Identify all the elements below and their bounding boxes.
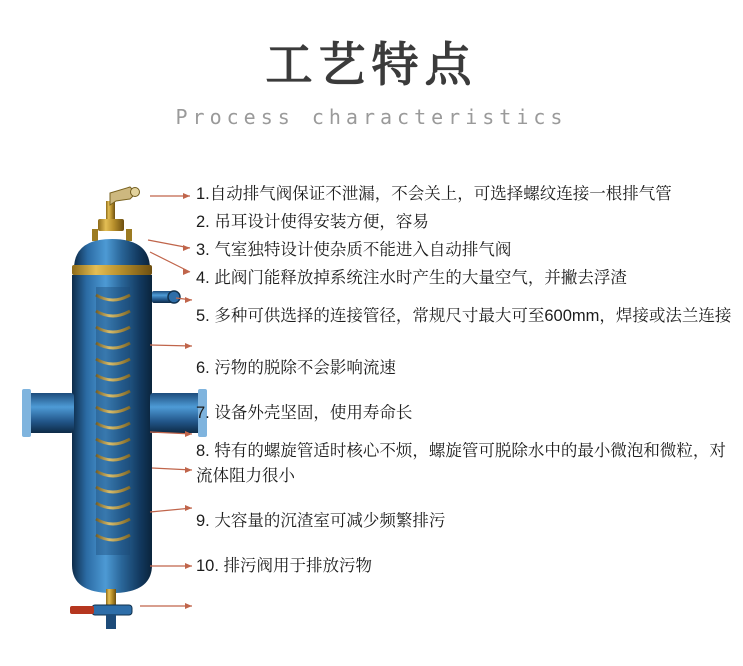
blowdown-valve-icon xyxy=(70,589,132,629)
feature-item-8: 8. 特有的螺旋管适时核心不烦，螺旋管可脱除水中的最小微泡和微粒，对流体阻力很小 xyxy=(196,442,726,485)
air-chamber-icon xyxy=(74,239,150,269)
inlet-pipe-icon xyxy=(26,393,74,433)
feature-item-5: 5. 多种可供选择的连接管径，常规尺寸最大可至600mm，焊接或法兰连接 xyxy=(196,307,732,325)
inlet-flange-icon xyxy=(22,389,31,437)
side-valve-icon xyxy=(152,291,180,303)
feature-item-1: 1.自动排气阀保证不泄漏，不会关上，可选择螺纹连接一根排气管 xyxy=(196,185,672,203)
outlet-pipe-icon xyxy=(150,393,202,433)
feature-item-4: 4. 此阀门能释放掉系统注水时产生的大量空气，并撇去浮渣 xyxy=(196,269,627,287)
feature-list xyxy=(196,182,736,586)
auto-air-vent-icon xyxy=(98,187,140,231)
feature-item-6: 6. 污物的脱除不会影响流速 xyxy=(196,359,396,377)
sediment-chamber-icon xyxy=(72,565,152,593)
page-subtitle: Process characteristics xyxy=(175,105,568,129)
feature-item-10: 10. 排污阀用于排放污物 xyxy=(196,557,373,575)
feature-item-3: 3. 气室独特设计使杂质不能进入自动排气阀 xyxy=(196,241,512,259)
spiral-tube-icon xyxy=(96,287,130,555)
top-flange-icon xyxy=(72,265,152,275)
equipment-illustration xyxy=(18,165,218,645)
feature-item-2: 2. 吊耳设计使得安装方便，容易 xyxy=(196,213,429,231)
feature-item-7: 7. 设备外壳坚固，使用寿命长 xyxy=(196,404,413,422)
feature-item-9: 9. 大容量的沉渣室可减少频繁排污 xyxy=(196,512,446,530)
page-title: 工艺特点 xyxy=(265,38,478,91)
